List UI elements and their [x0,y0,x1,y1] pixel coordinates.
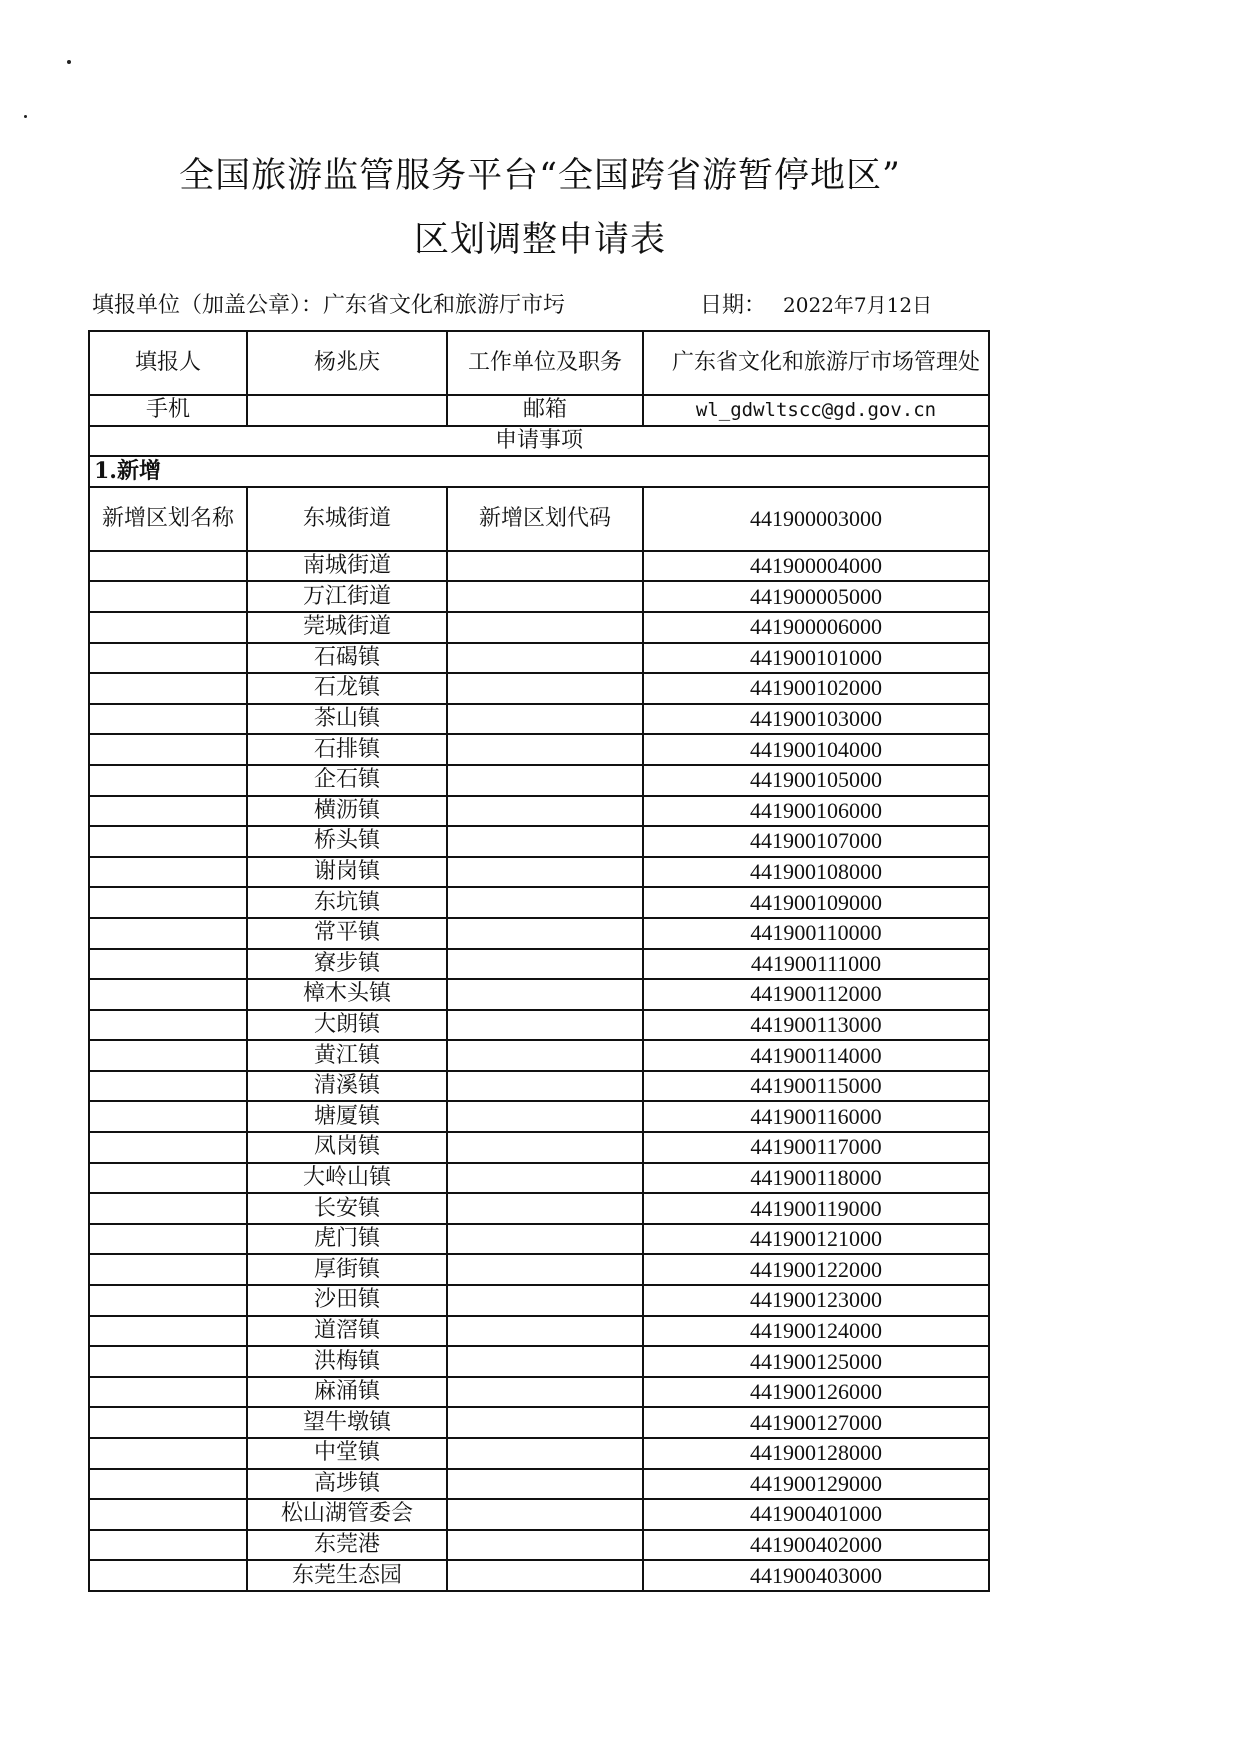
region-name: 厚街镇 [247,1254,447,1285]
region-code: 441900114000 [643,1040,989,1071]
region-name: 清溪镇 [247,1071,447,1102]
region-name: 莞城街道 [247,612,447,643]
empty-cell [89,643,247,674]
empty-cell [89,857,247,888]
region-name: 黄江镇 [247,1040,447,1071]
region-code: 441900129000 [643,1469,989,1500]
region-name: 南城街道 [247,551,447,582]
region-name: 石龙镇 [247,673,447,704]
table-row [89,1193,989,1224]
empty-cell [89,949,247,980]
region-code: 441900106000 [643,796,989,827]
empty-cell [447,1224,643,1255]
table-row [89,918,989,949]
empty-cell [89,1469,247,1500]
table-row [89,1224,989,1255]
subsection-row [89,456,989,487]
table-row [89,857,989,888]
region-code: 441900107000 [643,826,989,857]
empty-cell [447,581,643,612]
region-name: 东城街道 [247,487,447,551]
table-row [89,1132,989,1163]
empty-cell [447,1499,643,1530]
region-name: 东坑镇 [247,887,447,918]
empty-cell [89,1193,247,1224]
empty-cell [89,887,247,918]
empty-cell [89,918,247,949]
region-code: 441900127000 [643,1407,989,1438]
table-row [89,887,989,918]
empty-cell [89,704,247,735]
empty-cell [447,612,643,643]
region-name: 寮步镇 [247,949,447,980]
region-name: 望牛墩镇 [247,1407,447,1438]
empty-cell [89,979,247,1010]
region-code: 441900003000 [643,487,989,551]
region-code: 441900402000 [643,1530,989,1561]
empty-cell [89,1560,247,1591]
table-row [89,1071,989,1102]
region-name: 茶山镇 [247,704,447,735]
region-name: 东莞港 [247,1530,447,1561]
region-code: 441900112000 [643,979,989,1010]
page-subtitle: 区划调整申请表 [413,220,666,260]
empty-cell [447,673,643,704]
empty-cell [447,1132,643,1163]
region-code: 441900105000 [643,765,989,796]
region-name: 洪梅镇 [247,1346,447,1377]
region-code: 441900123000 [643,1285,989,1316]
region-code: 441900119000 [643,1193,989,1224]
region-name: 大朗镇 [247,1010,447,1041]
table-row [89,1499,989,1530]
region-name: 塘厦镇 [247,1101,447,1132]
region-code: 441900004000 [643,551,989,582]
table-row [89,1407,989,1438]
empty-cell [447,704,643,735]
region-name: 石排镇 [247,734,447,765]
region-code: 441900111000 [643,949,989,980]
table-row [89,1438,989,1469]
region-name: 石碣镇 [247,643,447,674]
empty-cell [447,1438,643,1469]
table-row [89,1040,989,1071]
table-row [89,1530,989,1561]
empty-cell [447,1346,643,1377]
empty-cell [447,1407,643,1438]
empty-cell [447,1316,643,1347]
table-row [89,673,989,704]
table-row [89,612,989,643]
region-name: 谢岗镇 [247,857,447,888]
reporting-unit: 填报单位（加盖公章）：广东省文化和旅游厅市圬 [92,293,566,318]
table-row [89,734,989,765]
region-name: 万江街道 [247,581,447,612]
table-row [89,979,989,1010]
region-code: 441900121000 [643,1224,989,1255]
empty-cell [447,949,643,980]
region-code: 441900128000 [643,1438,989,1469]
table-row [89,1285,989,1316]
region-code: 441900103000 [643,704,989,735]
region-code: 441900104000 [643,734,989,765]
empty-cell [89,1071,247,1102]
table-row [89,643,989,674]
region-name: 横沥镇 [247,796,447,827]
name-column-label: 新增区划名称 [89,487,247,551]
empty-cell [89,1285,247,1316]
empty-cell [447,643,643,674]
empty-cell [89,734,247,765]
unit-label: 工作单位及职务 [447,331,643,395]
region-code: 441900113000 [643,1010,989,1041]
empty-cell [447,1285,643,1316]
table-row [89,1010,989,1041]
empty-cell [89,1530,247,1561]
region-code: 441900125000 [643,1346,989,1377]
table-row [89,1377,989,1408]
page-title: 全国旅游监管服务平台“全国跨省游暂停地区” [179,156,901,196]
empty-cell [447,979,643,1010]
empty-cell [447,826,643,857]
empty-cell [447,551,643,582]
section-label: 申请事项 [89,426,989,457]
table-row [89,1101,989,1132]
empty-cell [89,765,247,796]
contact-row [89,395,989,426]
empty-cell [89,612,247,643]
empty-cell [89,1224,247,1255]
empty-cell [89,1316,247,1347]
empty-cell [447,918,643,949]
region-code: 441900126000 [643,1377,989,1408]
region-name: 桥头镇 [247,826,447,857]
reporter-value: 杨兆庆 [247,331,447,395]
application-table [88,330,990,1592]
region-code: 441900117000 [643,1132,989,1163]
empty-cell [447,1193,643,1224]
table-row [89,796,989,827]
empty-cell [447,1560,643,1591]
empty-cell [89,673,247,704]
scan-speck [67,60,71,64]
region-code: 441900109000 [643,887,989,918]
code-column-label: 新增区划代码 [447,487,643,551]
region-name: 东莞生态园 [247,1560,447,1591]
scan-speck [24,115,27,118]
region-code: 441900005000 [643,581,989,612]
email-value: wl_gdwltscc@gd.gov.cn [643,395,989,426]
table-row [89,1560,989,1591]
empty-cell [89,1132,247,1163]
region-name: 道滘镇 [247,1316,447,1347]
region-code: 441900116000 [643,1101,989,1132]
region-name: 企石镇 [247,765,447,796]
reporter-label: 填报人 [89,331,247,395]
region-code: 441900403000 [643,1560,989,1591]
section-row [89,426,989,457]
reporter-row [89,331,989,395]
table-row [89,826,989,857]
empty-cell [89,1346,247,1377]
region-code: 441900122000 [643,1254,989,1285]
empty-cell [447,1040,643,1071]
region-name: 高埗镇 [247,1469,447,1500]
empty-cell [447,857,643,888]
empty-cell [89,581,247,612]
table-row [89,1346,989,1377]
empty-cell [89,551,247,582]
table-row [89,551,989,582]
empty-cell [89,1101,247,1132]
region-name: 虎门镇 [247,1224,447,1255]
region-code: 441900401000 [643,1499,989,1530]
region-name: 凤岗镇 [247,1132,447,1163]
region-name: 中堂镇 [247,1438,447,1469]
table-row [89,581,989,612]
empty-cell [447,1101,643,1132]
empty-cell [89,826,247,857]
empty-cell [89,1163,247,1194]
table-row [89,1316,989,1347]
phone-label: 手机 [89,395,247,426]
subsection-label: 1.新增 [89,456,989,487]
region-code: 441900101000 [643,643,989,674]
table-row [89,1163,989,1194]
region-code: 441900118000 [643,1163,989,1194]
empty-cell [89,1438,247,1469]
table-row [89,1254,989,1285]
empty-cell [447,734,643,765]
region-code: 441900006000 [643,612,989,643]
empty-cell [447,1530,643,1561]
region-name: 大岭山镇 [247,1163,447,1194]
table-row [89,1469,989,1500]
empty-cell [447,1163,643,1194]
table-row [89,487,989,551]
region-code: 441900115000 [643,1071,989,1102]
empty-cell [89,1040,247,1071]
empty-cell [89,1377,247,1408]
empty-cell [89,1010,247,1041]
empty-cell [447,765,643,796]
region-code: 441900108000 [643,857,989,888]
table-row [89,949,989,980]
region-name: 常平镇 [247,918,447,949]
empty-cell [447,887,643,918]
region-code: 441900110000 [643,918,989,949]
empty-cell [447,1469,643,1500]
phone-value [247,395,447,426]
region-code: 441900124000 [643,1316,989,1347]
empty-cell [447,1254,643,1285]
empty-cell [89,1407,247,1438]
empty-cell [447,796,643,827]
region-name: 松山湖管委会 [247,1499,447,1530]
date-value: 2022年7月12日 [783,293,933,317]
empty-cell [89,796,247,827]
region-name: 沙田镇 [247,1285,447,1316]
empty-cell [447,1377,643,1408]
region-name: 樟木头镇 [247,979,447,1010]
region-name: 长安镇 [247,1193,447,1224]
region-code: 441900102000 [643,673,989,704]
empty-cell [447,1071,643,1102]
region-name: 麻涌镇 [247,1377,447,1408]
table-row [89,704,989,735]
table-row [89,765,989,796]
date-label: 日期： [700,293,767,318]
email-label: 邮箱 [447,395,643,426]
unit-value: 广东省文化和旅游厅市场管理处 [643,331,989,395]
empty-cell [447,1010,643,1041]
empty-cell [89,1499,247,1530]
date [700,288,932,319]
empty-cell [89,1254,247,1285]
